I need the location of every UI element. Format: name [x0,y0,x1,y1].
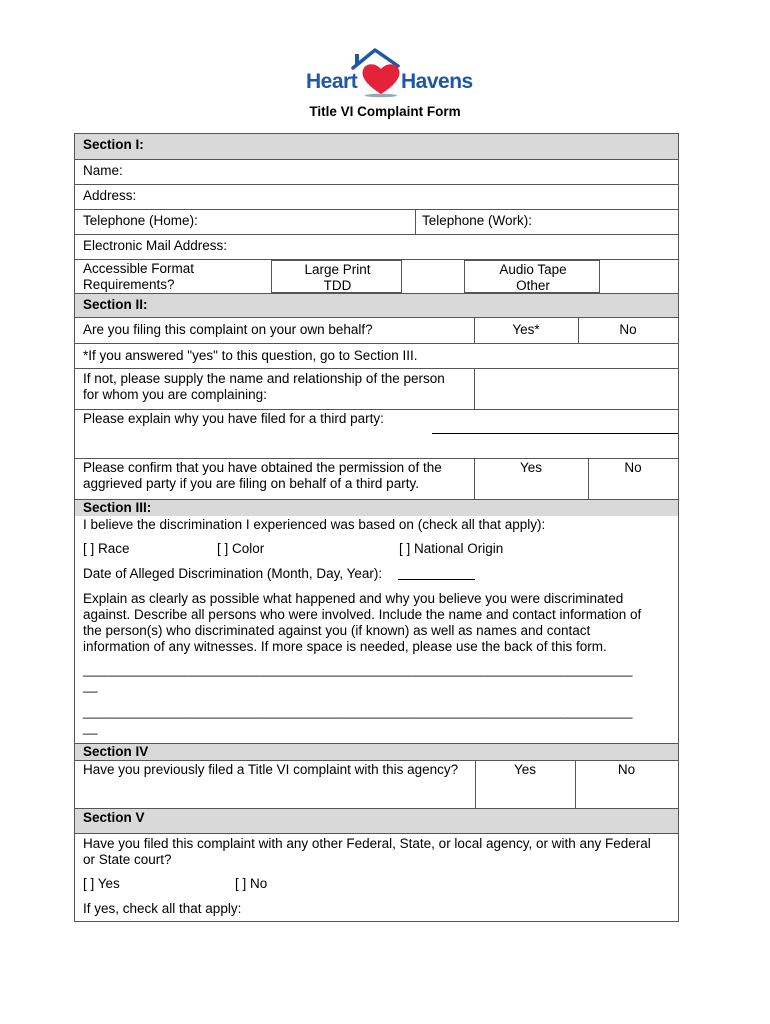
section4-header [75,743,678,760]
telephone-row [75,209,678,234]
telephone-home-label: Telephone (Home): [83,213,198,228]
permission-yes-option[interactable]: Yes [519,460,543,475]
own-behalf-question: Are you filing this complaint on your own behalf? [83,322,373,337]
permission-label-2: aggrieved party if you are filing on behalf of a third party. [83,476,419,491]
section5-heading: Section V [83,810,145,825]
narrative-line-1-cont[interactable]: __ [83,678,98,693]
third-party-reason-label: Please explain why you have filed for a third party: [83,411,384,426]
if-not-label-2: for whom you are complaining: [83,387,267,402]
large-print-tdd-box[interactable] [271,260,402,293]
section5-header [75,808,678,833]
color-checkbox[interactable]: [ ] Color [217,541,265,556]
third-party-reason-field[interactable] [432,433,678,434]
email-row[interactable] [75,234,678,259]
logo-word-heart: Heart [306,70,358,93]
other-label: Other [516,278,550,293]
section2-heading: Section II: [83,297,148,312]
other-agency-question-2: or State court? [83,852,172,867]
name-row[interactable] [75,159,678,184]
address-label: Address: [83,188,137,203]
narrative-line-2[interactable]: ____________________________________________________________________________ [83,704,633,719]
narrative-line-1[interactable]: ____________________________________________________________________________ [83,662,633,677]
section3-heading: Section III: [83,500,152,515]
section5-body [75,833,678,921]
accessible-format-row [75,259,678,293]
basis-label: I believe the discrimination I experienced was based on (check all that apply): [83,517,546,532]
own-behalf-no-option[interactable]: No [619,322,637,337]
audio-tape-label: Audio Tape [499,262,567,277]
previous-complaint-no-option[interactable]: No [617,762,636,777]
narrative-line-2-cont[interactable]: __ [83,720,98,735]
section3-header [75,499,678,516]
name-label: Name: [83,163,123,178]
telephone-work-label: Telephone (Work): [422,213,533,228]
accessible-format-label-1: Accessible Format [83,261,195,276]
accessible-format-label-2: Requirements? [83,277,175,292]
previous-complaint-row [75,760,678,808]
section2-header [75,293,678,317]
permission-label-1: Please confirm that you have obtained the permission of the [83,460,442,475]
section1-header [75,134,678,159]
logo [305,48,473,100]
race-checkbox[interactable]: [ ] Race [83,541,130,556]
own-behalf-yes-option[interactable]: Yes* [512,322,540,337]
address-row[interactable] [75,184,678,209]
if-yes-note: *If you answered "yes" to this question, go to Section III. [83,348,418,363]
section3-body [75,516,678,743]
explain-line-3: the person(s) who discriminated against you (if known) as well as names and contact [83,623,591,638]
divider [415,210,416,234]
previous-complaint-question: Have you previously filed a Title VI complaint with this agency? [83,762,459,777]
permission-row [75,458,678,499]
third-party-name-field[interactable] [475,369,678,409]
date-field[interactable] [398,579,475,580]
check-all-label: If yes, check all that apply: [83,901,242,916]
national-origin-checkbox[interactable]: [ ] National Origin [399,541,504,556]
page-title: Title VI Complaint Form [309,104,461,119]
if-yes-note-row [75,343,678,368]
date-label: Date of Alleged Discrimination (Month, Day, Year): [83,566,383,581]
permission-no-option[interactable]: No [624,460,642,475]
audio-other-box[interactable] [464,260,600,293]
complaint-form [74,133,679,922]
if-not-label-1: If not, please supply the name and relationship of the person [83,371,445,386]
email-label: Electronic Mail Address: [83,238,228,253]
other-agency-no-checkbox[interactable]: [ ] No [235,876,268,891]
large-print-label: Large Print [304,262,371,277]
explain-line-1: Explain as clearly as possible what happened and why you believe you were discriminated [83,591,624,606]
third-party-reason-row [75,409,678,458]
tdd-label: TDD [323,278,352,293]
explain-line-2: against. Describe all persons who were involved. Include the name and contact information of [83,607,642,622]
section4-heading: Section IV [83,744,149,759]
other-agency-yes-checkbox[interactable]: [ ] Yes [83,876,120,891]
previous-complaint-yes-option[interactable]: Yes [513,762,537,777]
section1-heading: Section I: [83,137,144,152]
logo-word-havens: Havens [401,70,473,93]
own-behalf-row [75,317,678,343]
explain-line-4: information of any witnesses. If more space is needed, please use the back of this form. [83,639,607,654]
third-party-name-row [75,368,678,409]
other-agency-question-1: Have you filed this complaint with any other Federal, State, or local agency, or with any Federal [83,836,651,851]
